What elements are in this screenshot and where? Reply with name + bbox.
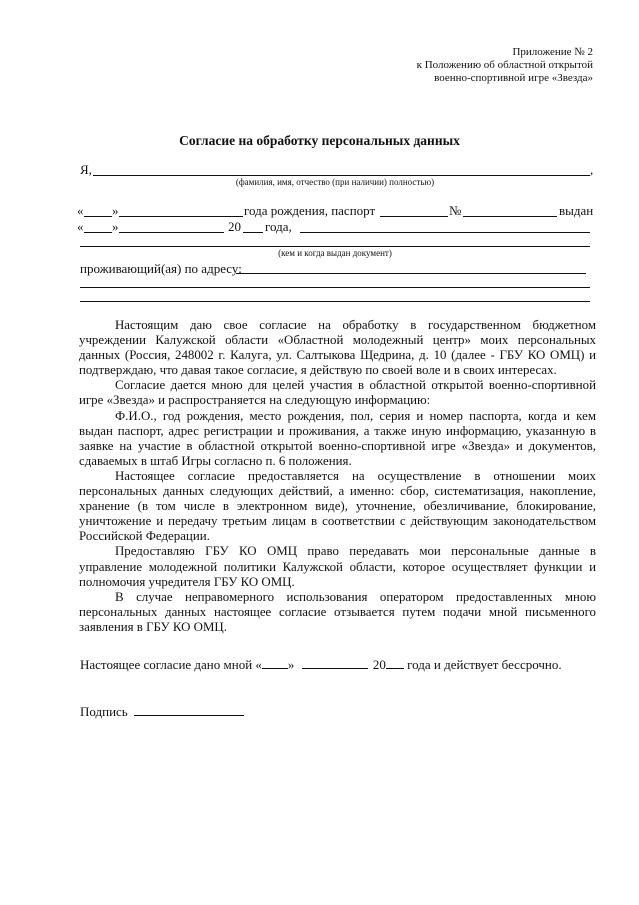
address-field-1[interactable] xyxy=(236,273,586,274)
signature-line xyxy=(80,704,244,720)
issue-year-label: года, xyxy=(265,219,292,234)
passport-number-field[interactable] xyxy=(463,216,557,217)
consent-given-prefix: Настоящее согласие дано мной « xyxy=(80,657,262,672)
issue-century: 20 xyxy=(228,219,241,234)
consent-paragraph: В случае неправомерного использования оператором предоставленных мною персональных данных настоящее согласие отзывается путем подачи мной письменного заявления в ГБУ КО ОМЦ. xyxy=(79,589,596,634)
birth-day-close-quote: » xyxy=(112,203,119,218)
issued-by-field-2[interactable] xyxy=(80,246,590,247)
birth-year-label: года рождения, паспорт xyxy=(244,203,376,218)
full-name-field[interactable] xyxy=(93,175,590,176)
consent-day-field[interactable] xyxy=(262,657,288,669)
consent-paragraph: Согласие дается мною для целей участия в областной открытой военно-спортивной игре «Звезда» и распространяется на следующую информацию: xyxy=(79,378,596,408)
issued-by-field[interactable] xyxy=(300,232,590,233)
signature-label: Подпись xyxy=(80,704,128,719)
issued-label: выдан xyxy=(559,203,594,218)
passport-series-field[interactable] xyxy=(380,216,448,217)
issue-year-field[interactable] xyxy=(243,232,263,233)
issued-by-caption: (кем и когда выдан документ) xyxy=(278,248,392,258)
consent-paragraph: Предоставляю ГБУ КО ОМЦ право передавать мои персональные данные в управление молодежной политики Калужской области, которое осуществляет функции и полномочия учредителя ГБУ КО ОМЦ. xyxy=(79,544,596,589)
consent-century: 20 xyxy=(372,657,386,672)
issue-month-field[interactable] xyxy=(119,232,224,233)
consent-paragraph: Настоящим даю свое согласие на обработку в государственном бюджетном учреждении Калужской области «Областной молодежный центр» моих персональных данных (Россия, 248002 г. Калуга, ул. Салтыкова Щедрина, д. 10 (далее - ГБУ КО ОМЦ) и подтверждаю, что давая такое согласие, я действую по своей воле и в своих интересах. xyxy=(79,318,596,378)
address-label: проживающий(ая) по адресу: xyxy=(80,261,242,276)
appendix-reference: к Положению об областной открытой xyxy=(416,59,593,71)
issue-day-field[interactable] xyxy=(84,232,112,233)
issue-day-open-quote: « xyxy=(77,219,84,234)
passport-number-sign: № xyxy=(449,203,462,218)
signature-field[interactable] xyxy=(134,704,244,716)
consent-day-close-quote: » xyxy=(287,657,295,672)
address-field-3[interactable] xyxy=(80,301,590,302)
consent-given-suffix: года и действует бессрочно. xyxy=(407,657,562,672)
name-comma: , xyxy=(590,162,594,177)
page-title: Согласие на обработку персональных данных xyxy=(179,133,460,148)
birth-month-year-field[interactable] xyxy=(119,216,243,217)
consent-year-field[interactable] xyxy=(386,657,404,669)
consent-paragraph: Ф.И.О., год рождения, место рождения, пол, серия и номер паспорта, когда и кем выдан паспорт, адрес регистрации и проживания, а также иную информацию, указанную в заявке на участие в областной открытой военно-спортивной игре «Звезда» и документов, сдаваемых в штаб Игры согласно п. 6 положения. xyxy=(79,408,596,468)
consent-paragraph: Настоящее согласие предоставляется на осуществление в отношении моих персональных данных следующих действий, а именно: сбор, систематизация, накопление, хранение (в том числе в электронном виде), уточнение, обезличивание, блокирование, уничтожение и передачу третьим лицам в соответствии с действующим законодательством Российской Федерации. xyxy=(79,468,596,544)
appendix-number: Приложение № 2 xyxy=(512,46,593,58)
appendix-header xyxy=(417,46,593,85)
consent-body xyxy=(79,318,596,635)
consent-month-field[interactable] xyxy=(302,657,368,669)
name-prefix: Я, xyxy=(80,162,92,177)
consent-given-line xyxy=(80,657,562,673)
full-name-caption: (фамилия, имя, отчество (при наличии) полностью) xyxy=(235,177,435,187)
birth-day-open-quote: « xyxy=(77,203,84,218)
address-field-2[interactable] xyxy=(80,287,590,288)
issue-day-close-quote: » xyxy=(112,219,119,234)
appendix-game: военно-спортивной игре «Звезда» xyxy=(434,72,593,84)
birth-day-field[interactable] xyxy=(84,216,112,217)
